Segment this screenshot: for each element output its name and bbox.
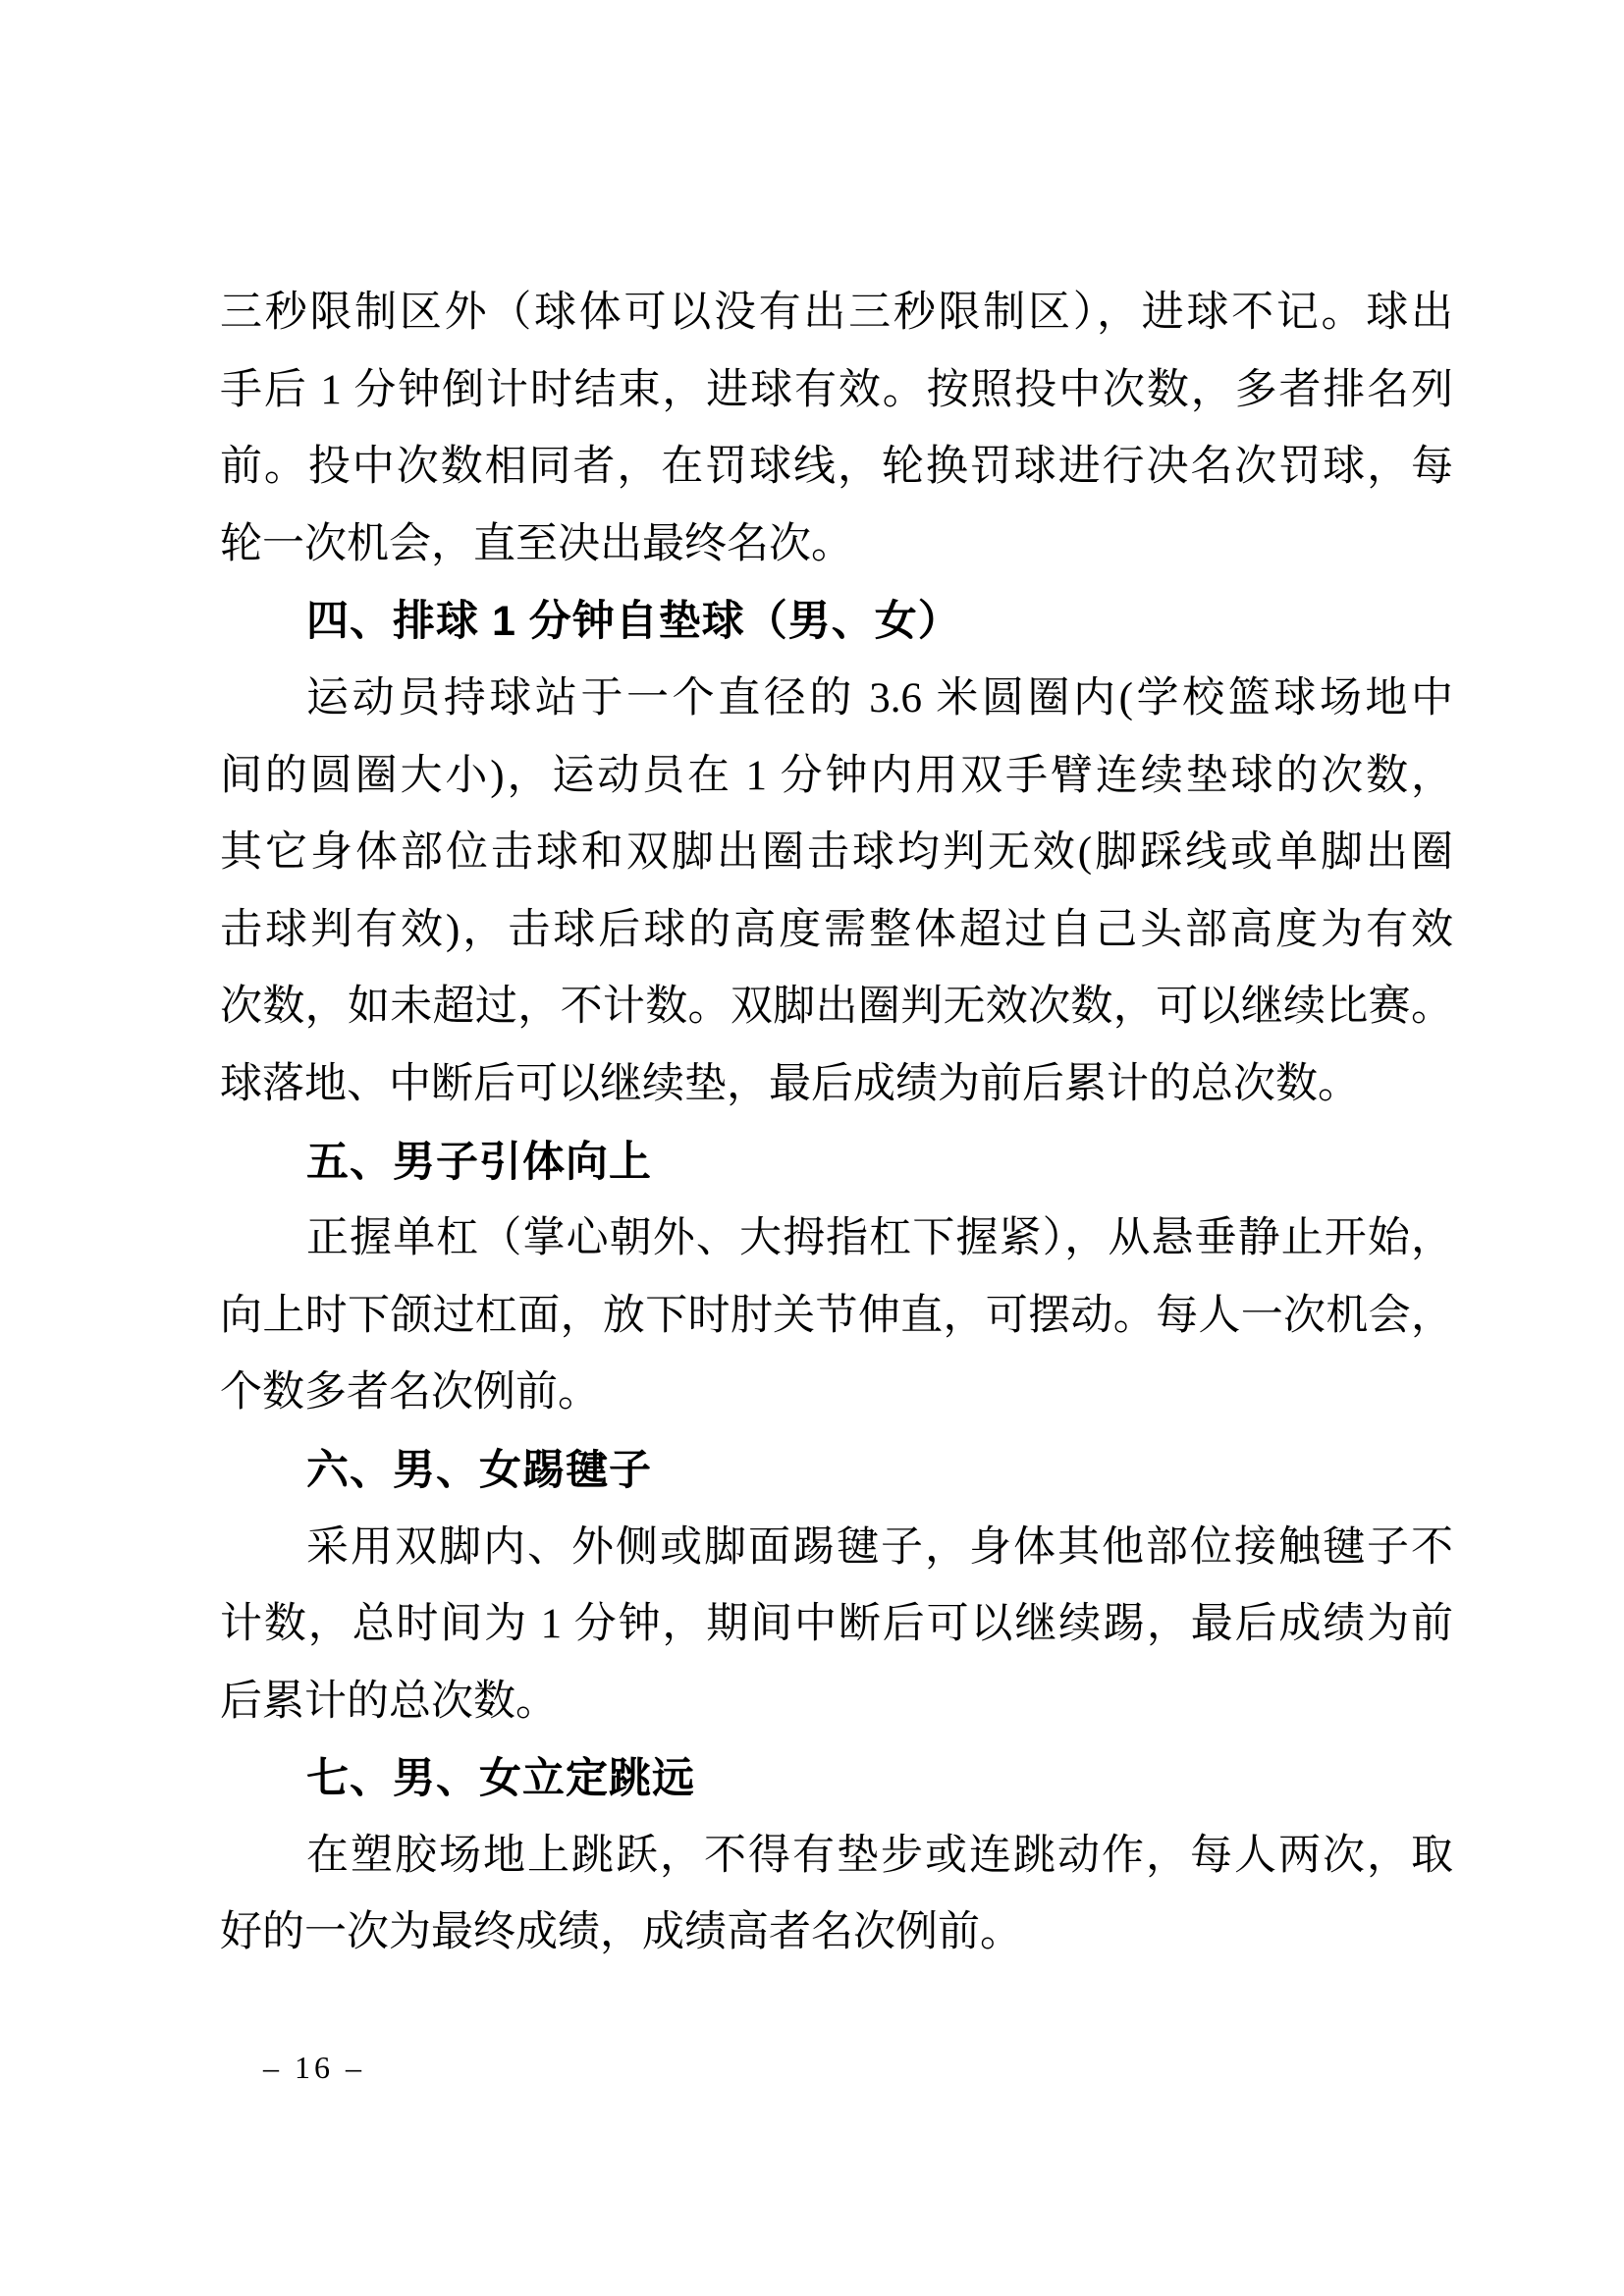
page-number: – 16 – <box>263 2050 365 2085</box>
body-line: 击球判有效)，击球后球的高度需整体超过自己头部高度为有效 <box>220 906 1453 953</box>
body-line: 正握单杠（掌心朝外、大拇指杠下握紧），从悬垂静止开始， <box>306 1215 1453 1262</box>
body-line: 次数，如未超过，不计数。双脚出圈判无效次数，可以继续比赛。 <box>220 984 1453 1031</box>
body-line: 向上时下颌过杠面，放下时肘关节伸直，可摆动。每人一次机会， <box>220 1292 1453 1339</box>
body-line: 好的一次为最终成绩，成绩高者名次例前。 <box>220 1909 1022 1956</box>
body-line: 轮一次机会，直至决出最终名次。 <box>220 520 853 567</box>
body-line: 球落地、中断后可以继续垫，最后成绩为前后累计的总次数。 <box>220 1060 1360 1107</box>
body-line: 前。投中次数相同者，在罚球线，轮换罚球进行决名次罚球，每 <box>220 444 1453 491</box>
body-line: 手后 1 分钟倒计时结束，进球有效。按照投中次数，多者排名列 <box>220 366 1453 413</box>
body-line: 个数多者名次例前。 <box>220 1369 600 1416</box>
section-heading-longjump: 七、男、女立定跳远 <box>306 1755 695 1803</box>
body-line: 在塑胶场地上跳跃，不得有垫步或连跳动作，每人两次，取 <box>306 1832 1453 1879</box>
body-line: 三秒限制区外（球体可以没有出三秒限制区），进球不记。球出 <box>220 290 1453 336</box>
section-heading-volleyball: 四、排球 1 分钟自垫球（男、女） <box>306 598 961 646</box>
body-line: 其它身体部位击球和双脚出圈击球均判无效(脚踩线或单脚出圈 <box>220 829 1453 877</box>
section-heading-pullups: 五、男子引体向上 <box>306 1138 652 1186</box>
text-block <box>220 275 1453 1972</box>
body-line: 间的圆圈大小)，运动员在 1 分钟内用双手臂连续垫球的次数， <box>220 752 1453 799</box>
body-line: 采用双脚内、外侧或脚面踢毽子，身体其他部位接触毽子不 <box>306 1523 1453 1571</box>
section-heading-shuttlecock: 六、男、女踢毽子 <box>306 1446 652 1494</box>
body-line: 运动员持球站于一个直径的 3.6 米圆圈内(学校篮球场地中 <box>306 674 1453 721</box>
body-line: 计数，总时间为 1 分钟，期间中断后可以继续踢，最后成绩为前 <box>220 1601 1453 1648</box>
body-line: 后累计的总次数。 <box>220 1678 558 1725</box>
